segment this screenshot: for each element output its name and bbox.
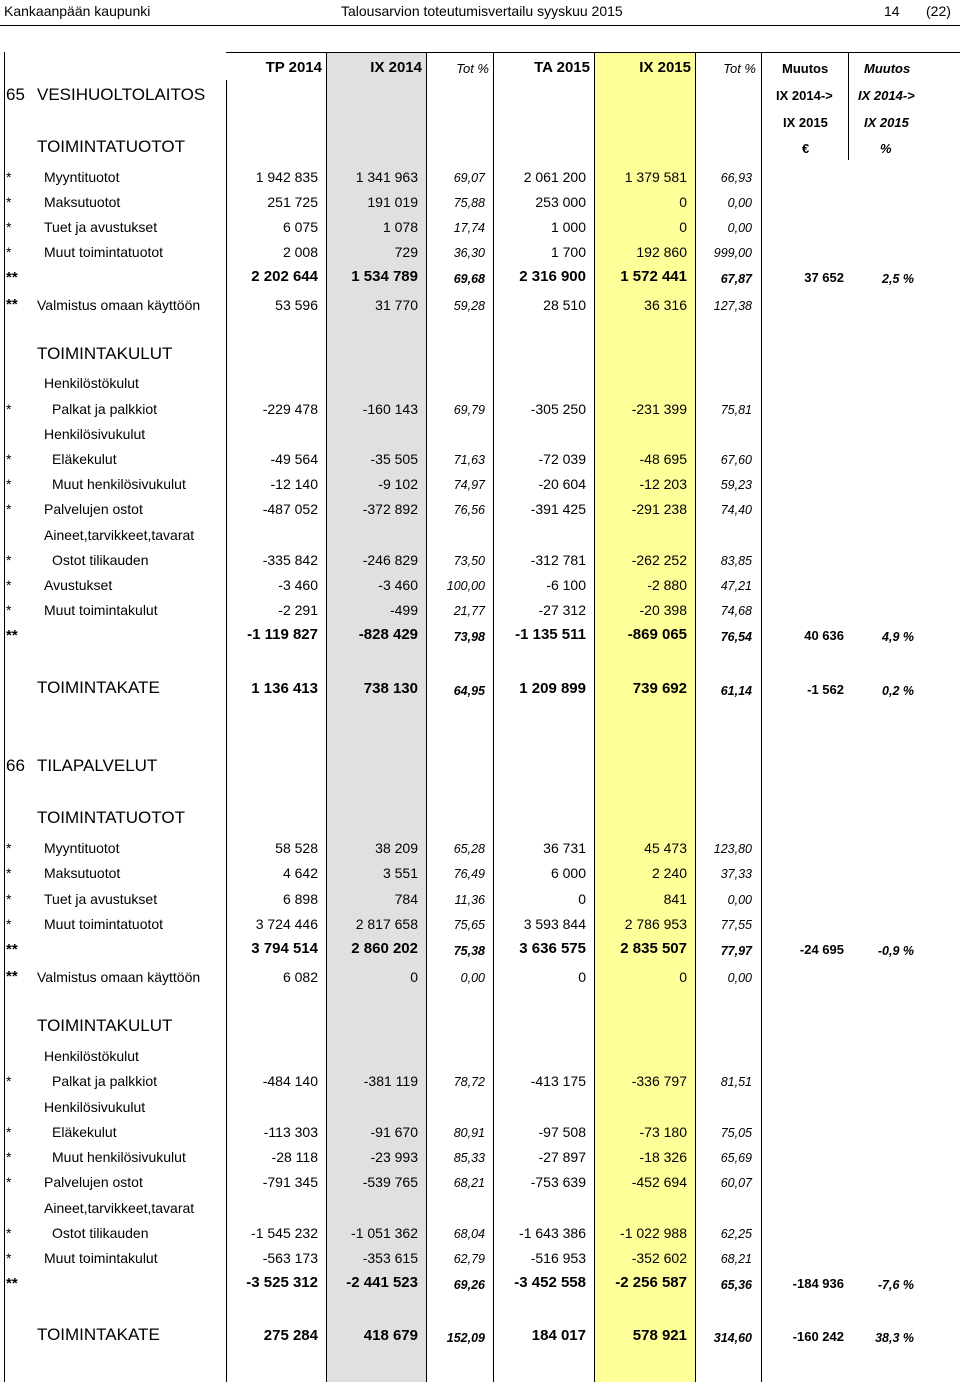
row-marker: ** [6, 296, 18, 313]
cell-value: -372 892 [362, 501, 418, 517]
row-label: Myyntituotot [44, 169, 120, 185]
cell-value: -2 880 [647, 577, 687, 593]
col-ix2014: IX 2014 [370, 59, 422, 76]
cell-value: 0 [578, 969, 586, 985]
row-marker: * [6, 1124, 12, 1140]
row-label: Palkat ja palkkiot [52, 401, 158, 417]
header-rule [0, 25, 960, 26]
row-label: Maksutuotot [44, 865, 121, 881]
cell-value: -20 398 [639, 602, 687, 618]
cell-value: -48 695 [639, 451, 687, 467]
col-sub1b: IX 2015 [783, 115, 828, 130]
cell-value: 578 921 [632, 1327, 687, 1344]
cell-value: 6 000 [550, 865, 586, 881]
cell-value: 28 510 [543, 297, 586, 313]
col-ix2015: IX 2015 [639, 59, 691, 76]
cell-value: -0,9 % [877, 944, 914, 958]
cell-value: 192 860 [636, 244, 687, 260]
cell-value: 67,87 [720, 272, 752, 286]
section-number: 65 [6, 85, 25, 104]
cell-value: 123,80 [713, 842, 752, 856]
cell-value: 6 075 [282, 219, 318, 235]
cell-value: 73,98 [453, 630, 485, 644]
cell-value: 62,25 [720, 1227, 752, 1241]
cell-value: 2 817 658 [355, 916, 418, 932]
cell-value: 0 [679, 969, 687, 985]
cell-value: 1 000 [550, 219, 586, 235]
cell-value: -91 670 [370, 1124, 418, 1140]
cell-value: 75,05 [720, 1126, 752, 1140]
cell-value: 76,49 [453, 867, 485, 881]
row-label: Henkilösivukulut [44, 1099, 146, 1115]
cell-value: 74,68 [720, 604, 752, 618]
col-sub1a: IX 2014-> [776, 88, 833, 103]
cell-value: -312 781 [530, 552, 586, 568]
cell-value: 275 284 [263, 1327, 318, 1344]
cell-value: 62,79 [453, 1252, 485, 1266]
cell-value: -6 100 [546, 577, 586, 593]
row-marker: * [6, 865, 12, 881]
cell-value: -229 478 [262, 401, 318, 417]
cell-value: 60,07 [720, 1176, 752, 1190]
cell-value: 76,56 [453, 503, 485, 517]
col-muutos-eur: Muutos [782, 61, 829, 76]
cell-value: 1 136 413 [251, 680, 318, 697]
cell-value: -231 399 [631, 401, 687, 417]
row-label: TOIMINTAKULUT [37, 1016, 173, 1035]
cell-value: 75,65 [453, 918, 485, 932]
cell-value: 40 636 [804, 628, 844, 643]
cell-value: 74,97 [453, 478, 485, 492]
cell-value: 36 731 [543, 840, 586, 856]
row-marker: * [6, 1073, 12, 1089]
cell-value: 0,00 [727, 221, 752, 235]
row-label: Henkilösivukulut [44, 426, 146, 442]
page-number: 14 [884, 3, 900, 19]
cell-value: -12 140 [270, 476, 318, 492]
cell-value: 83,85 [720, 554, 752, 568]
cell-value: 729 [394, 244, 418, 260]
cell-value: -499 [389, 602, 418, 618]
row-marker: * [6, 219, 12, 235]
cell-value: 65,69 [720, 1151, 752, 1165]
cell-value: 2 008 [282, 244, 318, 260]
row-label: Eläkekulut [52, 451, 117, 467]
page-header [0, 0, 960, 26]
row-label: Eläkekulut [52, 1124, 117, 1140]
cell-value: 418 679 [363, 1327, 418, 1344]
cell-value: 75,38 [453, 944, 485, 958]
row-marker: * [6, 1225, 12, 1241]
row-marker: * [6, 916, 12, 932]
row-marker: * [6, 1250, 12, 1266]
cell-value: -305 250 [530, 401, 586, 417]
cell-value: -3 525 312 [246, 1274, 318, 1291]
row-label: Maksutuotot [44, 194, 121, 210]
cell-value: 76,54 [720, 630, 752, 644]
cell-value: 71,63 [453, 453, 485, 467]
cell-value: -3 460 [378, 577, 418, 593]
cell-value: 80,91 [453, 1126, 485, 1140]
cell-value: 3 636 575 [519, 940, 586, 957]
row-label: Valmistus omaan käyttöön [37, 297, 201, 313]
cell-value: 36,30 [453, 246, 485, 260]
row-label: Muut toimintatuotot [44, 244, 164, 260]
cell-value: -539 765 [362, 1174, 418, 1190]
cell-value: 184 017 [531, 1327, 586, 1344]
row-marker: * [6, 476, 12, 492]
cell-value: -413 175 [530, 1073, 586, 1089]
unit-eur: € [802, 141, 810, 156]
grid-line [848, 52, 849, 160]
row-marker: * [6, 1149, 12, 1165]
cell-value: -262 252 [631, 552, 687, 568]
cell-value: 75,88 [453, 196, 485, 210]
row-label: TOIMINTAKATE [37, 678, 160, 697]
cell-value: 6 898 [282, 891, 318, 907]
row-label: TOIMINTATUOTOT [37, 137, 185, 156]
cell-value: 127,38 [713, 299, 752, 313]
cell-value: -2 441 523 [346, 1274, 418, 1291]
cell-value: -23 993 [370, 1149, 418, 1165]
row-marker: ** [6, 941, 18, 958]
col-tp2014: TP 2014 [265, 59, 322, 76]
cell-value: 1 379 581 [624, 169, 687, 185]
row-marker: * [6, 552, 12, 568]
cell-value: -160 242 [792, 1329, 844, 1344]
grid-line [761, 52, 762, 1382]
row-marker: * [6, 401, 12, 417]
cell-value: 0,00 [727, 196, 752, 210]
col-muutos-pct: Muutos [864, 61, 911, 76]
cell-value: 0 [679, 194, 687, 210]
cell-value: 69,68 [453, 272, 485, 286]
cell-value: 65,28 [453, 842, 485, 856]
cell-value: 100,00 [446, 579, 485, 593]
cell-value: 38 209 [375, 840, 418, 856]
cell-value: -487 052 [262, 501, 318, 517]
cell-value: 59,28 [453, 299, 485, 313]
cell-value: 61,14 [720, 684, 752, 698]
cell-value: 59,23 [720, 478, 752, 492]
cell-value: -753 639 [530, 1174, 586, 1190]
cell-value: 69,07 [453, 171, 485, 185]
cell-value: 251 725 [267, 194, 318, 210]
row-label: Myyntituotot [44, 840, 120, 856]
cell-value: -1 643 386 [519, 1225, 586, 1241]
cell-value: 85,33 [453, 1151, 485, 1165]
cell-value: 21,77 [453, 604, 485, 618]
cell-value: -1 562 [807, 682, 844, 697]
cell-value: 2 240 [651, 865, 687, 881]
row-label: Muut toimintakulut [44, 1250, 158, 1266]
cell-value: -2 291 [278, 602, 318, 618]
cell-value: 31 770 [375, 297, 418, 313]
col-ta2015: TA 2015 [534, 59, 590, 76]
unit-pct: % [880, 141, 892, 156]
cell-value: 74,40 [720, 503, 752, 517]
row-marker: ** [6, 968, 18, 985]
row-marker: ** [6, 1275, 18, 1292]
row-marker: ** [6, 269, 18, 286]
cell-value: 65,36 [720, 1278, 752, 1292]
cell-value: 37 652 [804, 270, 844, 285]
cell-value: 841 [663, 891, 687, 907]
report-title: Talousarvion toteutumisvertailu syyskuu 2015 [341, 3, 623, 19]
cell-value: 38,3 % [875, 1331, 914, 1345]
cell-value: -452 694 [631, 1174, 687, 1190]
cell-value: 2,5 % [882, 272, 914, 286]
grid-line [226, 52, 960, 53]
row-label: Ostot tilikauden [52, 1225, 149, 1241]
cell-value: -391 425 [530, 501, 586, 517]
cell-value: 37,33 [720, 867, 752, 881]
cell-value: 69,26 [453, 1278, 485, 1292]
row-marker: * [6, 577, 12, 593]
cell-value: -9 102 [378, 476, 418, 492]
cell-value: 2 202 644 [251, 268, 318, 285]
cell-value: 53 596 [275, 297, 318, 313]
cell-value: 0,00 [460, 971, 485, 985]
cell-value: 999,00 [713, 246, 752, 260]
cell-value: -7,6 % [877, 1278, 914, 1292]
row-label: Palvelujen ostot [44, 501, 143, 517]
cell-value: 0,00 [727, 893, 752, 907]
cell-value: 1 942 835 [255, 169, 318, 185]
cell-value: -869 065 [627, 626, 687, 643]
row-label: Muut henkilösivukulut [52, 476, 186, 492]
cell-value: 1 341 963 [355, 169, 418, 185]
cell-value: -516 953 [530, 1250, 586, 1266]
cell-value: -20 604 [538, 476, 586, 492]
cell-value: 4,9 % [882, 630, 914, 644]
cell-value: 0 [410, 969, 418, 985]
cell-value: -49 564 [270, 451, 318, 467]
cell-value: 2 786 953 [624, 916, 687, 932]
row-label: Aineet,tarvikkeet,tavarat [44, 527, 195, 543]
cell-value: -563 173 [262, 1250, 318, 1266]
cell-value: 69,79 [453, 403, 485, 417]
cell-value: -1 135 511 [515, 626, 586, 643]
row-marker: * [6, 840, 12, 856]
cell-value: 75,81 [720, 403, 752, 417]
cell-value: 68,21 [720, 1252, 752, 1266]
grid-line [4, 52, 5, 1382]
cell-value: -2 256 587 [615, 1274, 687, 1291]
cell-value: 3 551 [382, 865, 418, 881]
row-marker: 66 [6, 756, 25, 775]
section-title: TILAPALVELUT [37, 756, 158, 775]
cell-value: 11,36 [454, 893, 485, 907]
cell-value: -27 897 [538, 1149, 586, 1165]
cell-value: 78,72 [453, 1075, 485, 1089]
cell-value: 77,55 [720, 918, 752, 932]
row-label: Muut toimintakulut [44, 602, 158, 618]
cell-value: -35 505 [370, 451, 418, 467]
cell-value: 45 473 [644, 840, 687, 856]
section-title: VESIHUOLTOLAITOS [37, 85, 206, 104]
cell-value: -73 180 [639, 1124, 687, 1140]
row-label: Ostot tilikauden [52, 552, 149, 568]
cell-value: -353 615 [362, 1250, 418, 1266]
cell-value: -1 545 232 [251, 1225, 318, 1241]
cell-value: 0,00 [727, 971, 752, 985]
cell-value: 73,50 [453, 554, 485, 568]
cell-value: 314,60 [713, 1331, 752, 1345]
col-sub2a: IX 2014-> [858, 88, 915, 103]
cell-value: 1 078 [382, 219, 418, 235]
row-marker: * [6, 602, 12, 618]
cell-value: 784 [394, 891, 418, 907]
cell-value: 81,51 [720, 1075, 752, 1089]
cell-value: 1 534 789 [351, 268, 418, 285]
cell-value: 3 794 514 [251, 940, 318, 957]
cell-value: -160 143 [362, 401, 418, 417]
row-label: TOIMINTAKULUT [37, 344, 173, 363]
cell-value: -335 842 [262, 552, 318, 568]
cell-value: 0,2 % [882, 684, 914, 698]
row-marker: * [6, 451, 12, 467]
row-label: Palkat ja palkkiot [52, 1073, 158, 1089]
cell-value: -97 508 [538, 1124, 586, 1140]
page-total: (22) [926, 3, 951, 19]
cell-value: -28 118 [271, 1149, 318, 1165]
row-marker: * [6, 194, 12, 210]
cell-value: -24 695 [799, 942, 844, 957]
cell-value: 0 [578, 891, 586, 907]
col-tot1: Tot % [456, 61, 489, 76]
cell-value: -381 119 [363, 1073, 418, 1089]
cell-value: 3 593 844 [523, 916, 586, 932]
row-label: TOIMINTATUOTOT [37, 808, 185, 827]
cell-value: 2 835 507 [620, 940, 687, 957]
cell-value: 17,74 [453, 221, 485, 235]
cell-value: 1 700 [550, 244, 586, 260]
cell-value: 58 528 [275, 840, 318, 856]
cell-value: 36 316 [644, 297, 687, 313]
cell-value: 66,93 [720, 171, 752, 185]
cell-value: -72 039 [538, 451, 586, 467]
cell-value: -1 051 362 [351, 1225, 418, 1241]
cell-value: 3 724 446 [255, 916, 318, 932]
cell-value: 1 209 899 [519, 680, 586, 697]
cell-value: 191 019 [367, 194, 418, 210]
row-label: Tuet ja avustukset [44, 891, 158, 907]
cell-value: 1 572 441 [620, 268, 687, 285]
cell-value: 47,21 [720, 579, 752, 593]
row-label: Valmistus omaan käyttöön [37, 969, 201, 985]
cell-value: 67,60 [720, 453, 752, 467]
row-marker: * [6, 891, 12, 907]
cell-value: -246 829 [362, 552, 418, 568]
cell-value: 68,21 [453, 1176, 485, 1190]
cell-value: -113 303 [263, 1124, 318, 1140]
cell-value: 2 061 200 [523, 169, 586, 185]
cell-value: -1 022 988 [620, 1225, 687, 1241]
row-marker: * [6, 169, 12, 185]
cell-value: -1 119 827 [247, 626, 318, 643]
cell-value: 253 000 [535, 194, 586, 210]
cell-value: -484 140 [262, 1073, 318, 1089]
row-label: Muut henkilösivukulut [52, 1149, 186, 1165]
cell-value: 152,09 [446, 1331, 485, 1345]
col-tot2: Tot % [723, 61, 756, 76]
row-marker: * [6, 1174, 12, 1190]
cell-value: 64,95 [453, 684, 485, 698]
org-name: Kankaanpään kaupunki [4, 3, 151, 19]
col-sub2b: IX 2015 [864, 115, 909, 130]
cell-value: 738 130 [363, 680, 418, 697]
row-label: Palvelujen ostot [44, 1174, 143, 1190]
row-label: TOIMINTAKATE [37, 1325, 160, 1344]
cell-value: 6 082 [282, 969, 318, 985]
cell-value: -12 203 [639, 476, 687, 492]
row-label: Avustukset [44, 577, 113, 593]
row-marker: * [6, 244, 12, 260]
row-marker: * [6, 501, 12, 517]
row-label: Henkilöstökulut [44, 1048, 139, 1064]
cell-value: 4 642 [282, 865, 318, 881]
cell-value: -352 602 [631, 1250, 687, 1266]
cell-value: -3 460 [278, 577, 318, 593]
cell-value: -3 452 558 [514, 1274, 586, 1291]
cell-value: 739 692 [632, 680, 687, 697]
cell-value: -27 312 [538, 602, 586, 618]
cell-value: -791 345 [262, 1174, 318, 1190]
row-label: Muut toimintatuotot [44, 916, 164, 932]
cell-value: 2 860 202 [351, 940, 418, 957]
cell-value: 0 [679, 219, 687, 235]
row-label: Henkilöstökulut [44, 375, 139, 391]
cell-value: -184 936 [792, 1276, 844, 1291]
row-label: Tuet ja avustukset [44, 219, 158, 235]
cell-value: 2 316 900 [519, 268, 586, 285]
cell-value: 68,04 [453, 1227, 485, 1241]
cell-value: 77,97 [720, 944, 752, 958]
cell-value: -291 238 [631, 501, 687, 517]
row-label: Aineet,tarvikkeet,tavarat [44, 1200, 195, 1216]
row-marker: ** [6, 627, 18, 644]
cell-value: -336 797 [631, 1073, 687, 1089]
cell-value: -18 326 [639, 1149, 687, 1165]
cell-value: -828 429 [358, 626, 418, 643]
